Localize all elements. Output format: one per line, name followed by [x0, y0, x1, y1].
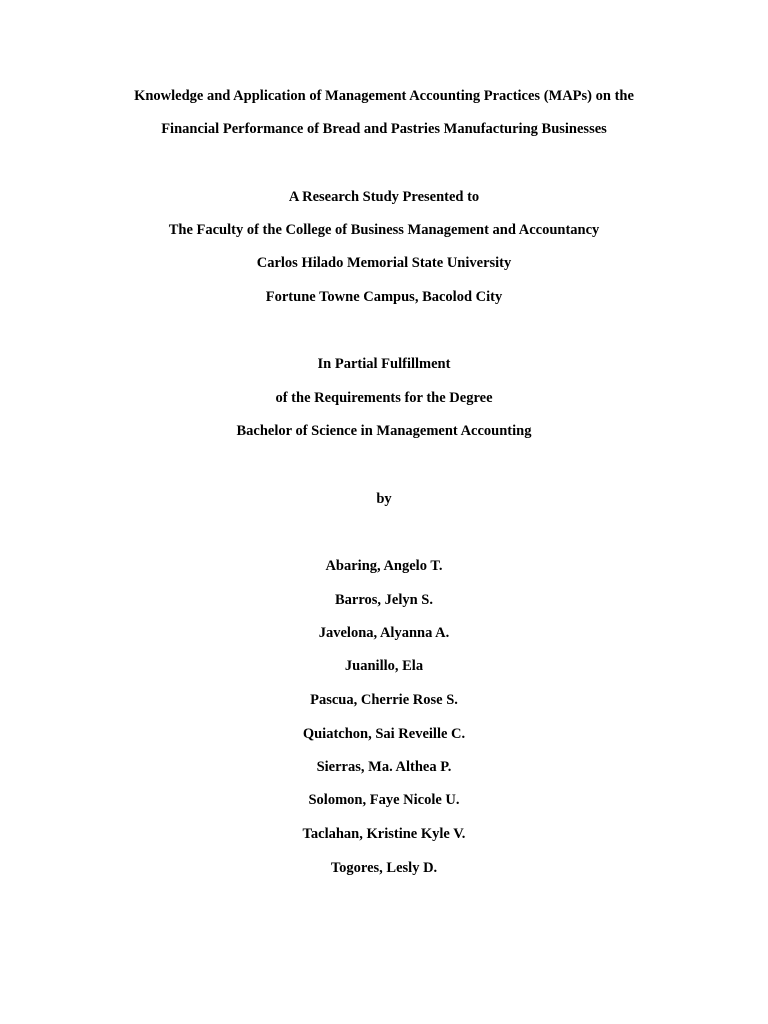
- author-name: Quiatchon, Sai Reveille C.: [302, 726, 466, 742]
- fulfillment-line-2: of the Requirements for the Degree: [275, 390, 493, 406]
- author-name: Abaring, Angelo T.: [325, 558, 443, 574]
- author-name: Solomon, Faye Nicole U.: [308, 792, 460, 808]
- title-line-1: Knowledge and Application of Management Accounting Practices (MAPs) on the: [134, 88, 634, 104]
- presentation-line-2: The Faculty of the College of Business Management and Accountancy: [168, 222, 600, 238]
- presentation-line-1: A Research Study Presented to: [288, 189, 480, 205]
- fulfillment-line-1: In Partial Fulfillment: [317, 356, 451, 372]
- author-name: Sierras, Ma. Althea P.: [316, 759, 452, 775]
- author-name: Togores, Lesly D.: [330, 860, 438, 876]
- degree-name: Bachelor of Science in Management Accounting: [236, 423, 532, 439]
- author-name: Juanillo, Ela: [344, 658, 424, 674]
- by-label: by: [376, 491, 392, 507]
- author-name: Pascua, Cherrie Rose S.: [310, 692, 458, 708]
- university-name: Carlos Hilado Memorial State University: [256, 255, 512, 271]
- author-name: Taclahan, Kristine Kyle V.: [302, 826, 466, 842]
- author-name: Barros, Jelyn S.: [334, 592, 434, 608]
- campus-location: Fortune Towne Campus, Bacolod City: [265, 289, 503, 305]
- title-line-2: Financial Performance of Bread and Pastries Manufacturing Businesses: [161, 121, 607, 137]
- author-name: Javelona, Alyanna A.: [318, 625, 450, 641]
